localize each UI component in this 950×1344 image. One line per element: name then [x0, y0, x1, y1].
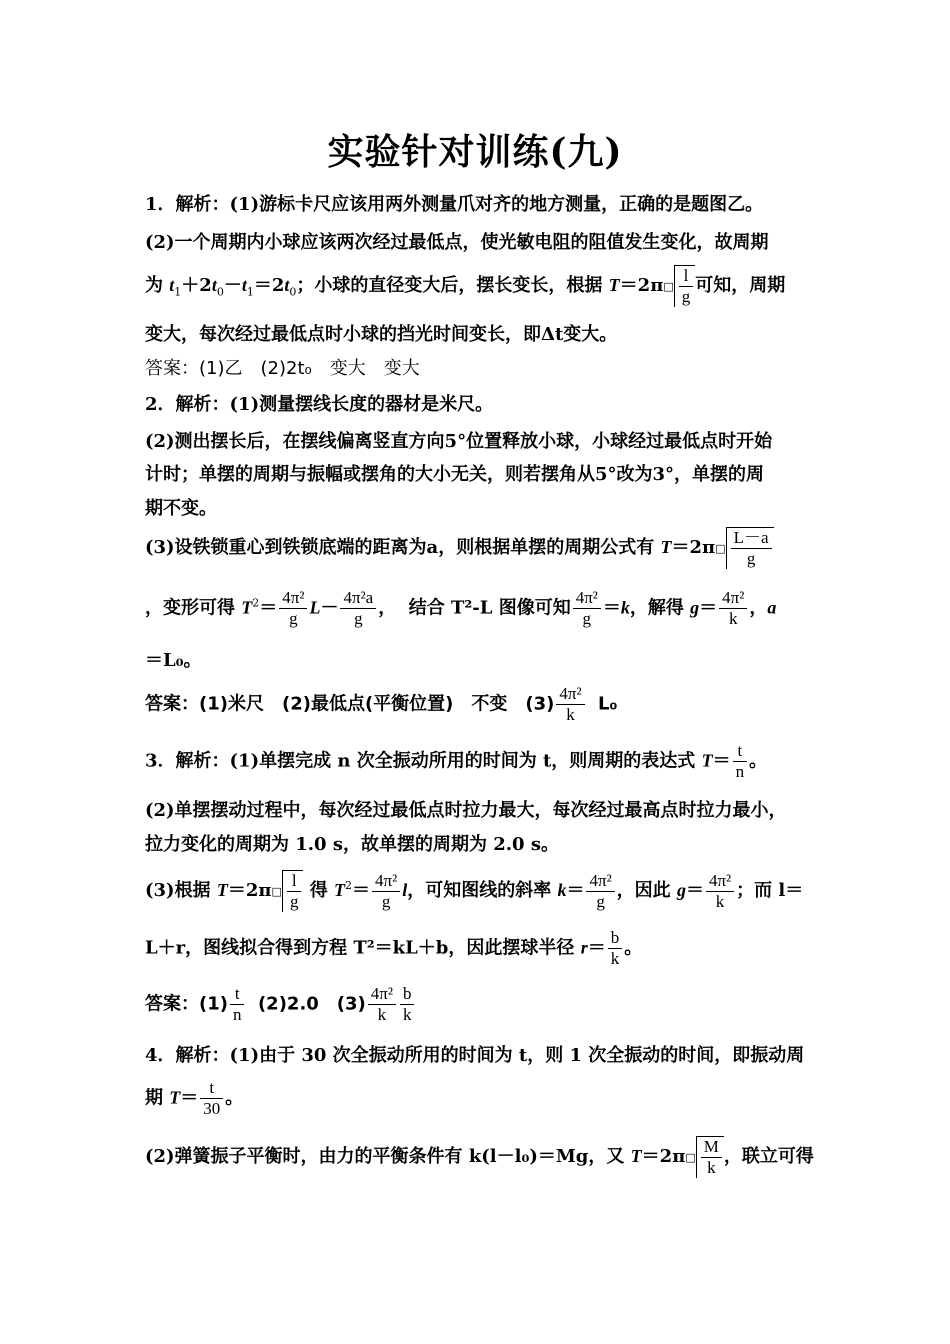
q1-line-4: 变大，每次经过最低点时小球的挡光时间变长，即Δt变大。 — [145, 324, 618, 345]
q2-line-4: 期不变。 — [145, 498, 217, 519]
q4-line-3: (2)弹簧振子平衡时，由力的平衡条件有 k(l－l₀)＝Mg，又 T＝2π□ $\frac{M}{k}$ ，联立可得 — [145, 1137, 814, 1177]
q2-line-1: 2．解析：(1)测量摆线长度的器材是米尺。 — [145, 394, 494, 415]
q3-line-1: 3．解析：(1)单摆完成 n 次全振动所用的时间为 t，则周期的表达式 T＝ $\frac{t}{n}$ 。 — [145, 741, 768, 781]
q1-line-1 — [145, 190, 763, 216]
q1-line-2: (2)一个周期内小球应该两次经过最低点，使光敏电阻的阻值发生变化，故周期 — [145, 232, 769, 253]
q3-line-3: 拉力变化的周期为 1.0 s，故单摆的周期为 2.0 s。 — [145, 834, 559, 855]
q2-line-3: 计时；单摆的周期与振幅或摆角的大小无关，则若摆角从5°改为3°，单摆的周 — [145, 464, 765, 485]
q3-line-4: (3)根据 T＝2π□ $\frac{l}{g}$ 得 $T^2=$ $\frac{\text{4π²}}{g}$ l，可知图线的斜率 k＝ $\frac{\text{4π²}}{g}$ ，因此 g＝ $\frac{\text{4π²}}{k}$ ；而 l＝ — [145, 870, 804, 911]
q3-line-2: (2)单摆摆动过程中，每次经过最低点时拉力最大，每次经过最高点时拉力最小， — [145, 800, 787, 821]
q2-line-6: ，变形可得 $T^2=$ $\frac{\text{4π²}}{g}$ L－ $\frac{\text{4π²a}}{g}$ ， 结合 T²-L 图像可知 $\frac{\text{4π²}}{g}$ ＝k，解得 g＝ $\frac{\text{4π²}}{k}$ ，a — [145, 588, 777, 628]
fraction: $\frac{l}{g}$ — [679, 266, 694, 307]
q1-line-3: 为 $t_1+2t_0-t_1=2t_0$；小球的直径变大后，摆长变长，根据 T＝2π□ $\frac{l}{g}$ 可知，周期 — [145, 266, 786, 306]
q4-line-1: 4．解析：(1)由于 30 次全振动所用的时间为 t，则 1 次全振动的时间，即振动周 — [145, 1045, 805, 1066]
q2-line-2: (2)测出摆长后，在摆线偏离竖直方向5°位置释放小球，小球经过最低点时开始 — [145, 431, 773, 452]
q4-line-2: 期 T＝ $\frac{t}{30}$ 。 — [145, 1078, 244, 1118]
q3-answer: 答案：(1) $\frac{t}{n}$ (2)2.0 (3) $\frac{\text{4π²}}{k}$ $\frac{b}{k}$ — [145, 984, 416, 1025]
q2-line-7: ＝L₀。 — [145, 650, 202, 671]
q1-answer: 答案：(1)乙 (2)2t₀ 变大 变大 — [145, 358, 420, 379]
q3-line-5: L＋r，图线拟合得到方程 T²＝kL＋b，因此摆球半径 r＝ $\frac{b}{k}$ 。 — [145, 928, 643, 968]
q2-line-5: (3)设铁锁重心到铁锁底端的距离为a，则根据单摆的周期公式有 T＝2π□ $\frac{L-a}{g}$ — [145, 527, 774, 569]
q1-text-1: 1．解析：(1)游标卡尺应该用两外测量爪对齐的地方测量，正确的是题图乙。 — [145, 194, 764, 215]
sqrt-symbol: □ $\frac{l}{g}$ — [663, 265, 695, 307]
page-title: 实验针对训练(九) — [327, 131, 623, 173]
fraction: $\frac{L-a}{g}$ — [731, 528, 772, 569]
q2-answer: 答案：(1)米尺 (2)最低点(平衡位置) 不变 (3) $\frac{\text{4π²}}{k}$ L₀ — [145, 684, 618, 724]
